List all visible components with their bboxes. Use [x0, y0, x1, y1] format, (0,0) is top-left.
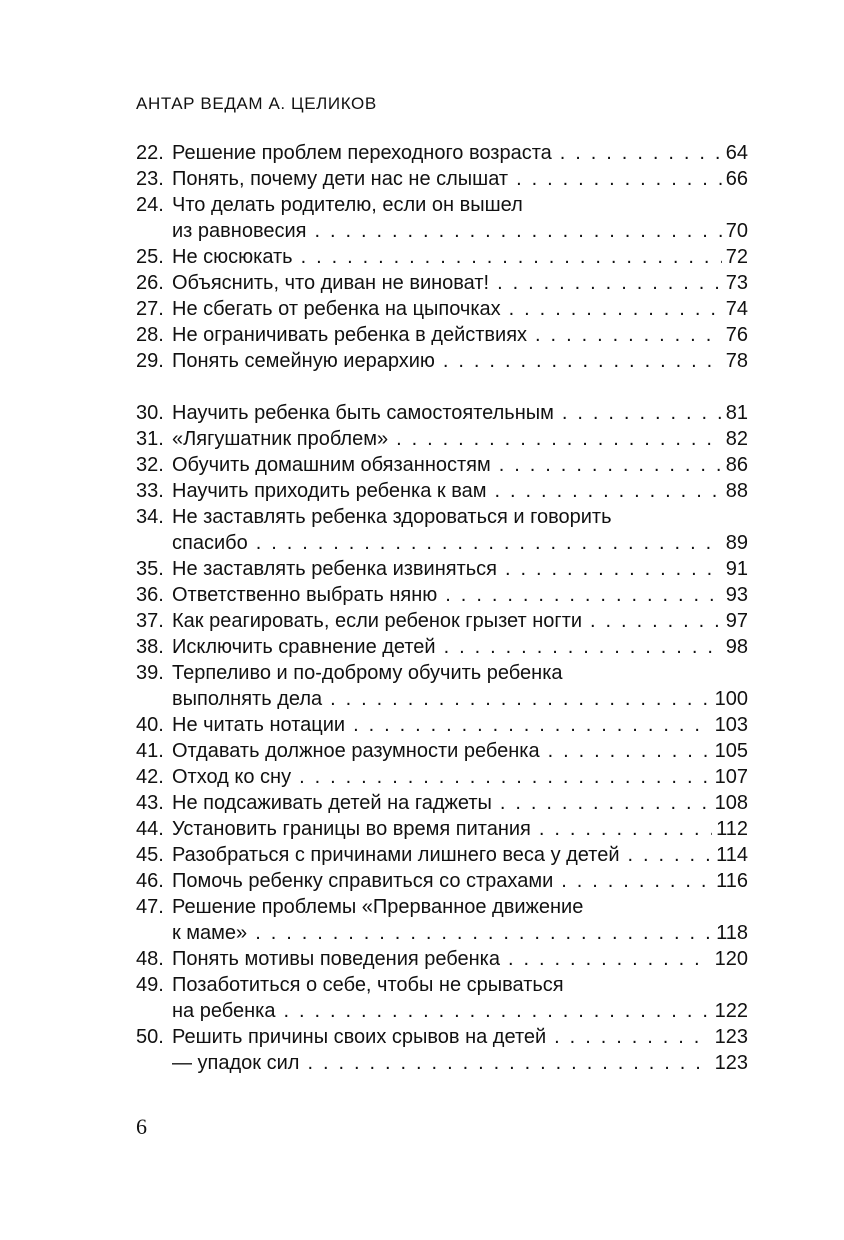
toc-leader-dots — [443, 348, 722, 374]
toc-leader-dots — [539, 816, 712, 842]
toc-page-number: 97 — [725, 610, 748, 632]
toc-page-number: 73 — [725, 272, 748, 294]
toc-line — [136, 504, 748, 530]
toc-line — [136, 764, 748, 790]
toc-leader-dots — [516, 166, 722, 192]
toc-leader-dots — [535, 322, 722, 348]
toc-entry-title: выполнять дела — [172, 688, 323, 710]
toc-entry-number: 46. — [136, 870, 164, 892]
toc-leader-dots — [628, 842, 713, 868]
toc-entry-number: 42. — [136, 766, 164, 788]
toc-entry[interactable] — [136, 972, 748, 1024]
toc-entry[interactable] — [136, 1024, 748, 1050]
toc-line — [136, 712, 748, 738]
toc-page-number: 112 — [716, 818, 748, 840]
toc-leader-dots — [283, 998, 710, 1024]
toc-page-number: 100 — [714, 688, 748, 710]
toc-entry-number: 24. — [136, 194, 164, 216]
toc-entry-title: из равновесия — [172, 220, 307, 242]
toc-line — [136, 842, 748, 868]
toc-page-number: 114 — [716, 844, 748, 866]
toc-entry-title: «Лягушатник проблем» — [172, 428, 389, 450]
toc-page-number: 107 — [714, 766, 748, 788]
toc-entry-title: Не заставлять ребенка извиняться — [172, 558, 497, 580]
toc-page-number: 120 — [714, 948, 748, 970]
toc-line — [136, 738, 748, 764]
toc-entry[interactable] — [136, 660, 748, 712]
toc-entry-title: на ребенка — [172, 1000, 276, 1022]
toc-line — [136, 1050, 748, 1076]
toc-page-number: 81 — [725, 402, 748, 424]
toc-page-number: 76 — [725, 324, 748, 346]
toc-page-number: 64 — [725, 142, 748, 164]
toc-entry-number: 34. — [136, 506, 164, 528]
toc-entry-title: Понять, почему дети нас не слышат — [172, 168, 509, 190]
toc-line — [136, 400, 748, 426]
toc-entry-title: спасибо — [172, 532, 248, 554]
toc-entry[interactable] — [136, 426, 748, 452]
toc-entry-number: 44. — [136, 818, 164, 840]
toc-page-number: 108 — [714, 792, 748, 814]
toc-leader-dots — [299, 764, 711, 790]
toc-entry[interactable] — [136, 322, 748, 348]
toc-line — [136, 946, 748, 972]
toc-line — [136, 894, 748, 920]
toc-line — [136, 322, 748, 348]
toc-entry[interactable] — [136, 608, 748, 634]
toc-page-number: 66 — [725, 168, 748, 190]
toc-entry[interactable] — [136, 140, 748, 166]
toc-page-number: 118 — [716, 922, 748, 944]
toc-entry-number: 39. — [136, 662, 164, 684]
toc-entry-title: Не сюсюкать — [172, 246, 293, 268]
toc-line — [136, 166, 748, 192]
toc-entry-title: Позаботиться о себе, чтобы не срываться — [172, 974, 564, 996]
toc-entry[interactable] — [136, 842, 748, 868]
toc-leader-dots — [562, 400, 722, 426]
toc-leader-dots — [256, 530, 722, 556]
toc-line — [136, 452, 748, 478]
toc-entry-number: 33. — [136, 480, 164, 502]
toc-page-number: 105 — [714, 740, 748, 762]
toc-entry[interactable] — [136, 894, 748, 946]
toc-leader-dots — [560, 140, 722, 166]
toc-page-number: 123 — [714, 1026, 748, 1048]
toc-leader-dots — [495, 478, 722, 504]
toc-page-number: 82 — [725, 428, 748, 450]
toc-line — [136, 218, 748, 244]
toc-line — [136, 348, 748, 374]
toc-page-number: 70 — [725, 220, 748, 242]
toc-entry-title: Ответственно выбрать няню — [172, 584, 438, 606]
toc-entry-number: 31. — [136, 428, 164, 450]
running-header: АНТАР ВЕДАМ А. ЦЕЛИКОВ — [136, 94, 377, 113]
toc-entry-title: Отдавать должное разумности ребенка — [172, 740, 540, 762]
toc-entry[interactable] — [136, 946, 748, 972]
toc-leader-dots — [505, 556, 722, 582]
toc-line — [136, 868, 748, 894]
toc-entry[interactable] — [136, 478, 748, 504]
toc-page-number: 123 — [714, 1052, 748, 1074]
toc-line — [136, 192, 748, 218]
toc-page-number: 86 — [725, 454, 748, 476]
table-of-contents — [136, 140, 748, 1076]
toc-page-number: 122 — [714, 1000, 748, 1022]
toc-entry-number: 38. — [136, 636, 164, 658]
toc-entry-number: 37. — [136, 610, 164, 632]
toc-line — [136, 270, 748, 296]
toc-leader-dots — [444, 634, 722, 660]
toc-entry-title: Понять мотивы поведения ребенка — [172, 948, 500, 970]
toc-entry[interactable] — [136, 790, 748, 816]
toc-entry[interactable] — [136, 556, 748, 582]
toc-entry-title: Что делать родителю, если он вышел — [172, 194, 523, 216]
toc-entry-title: Понять семейную иерархию — [172, 350, 435, 372]
toc-entry-title: Не подсаживать детей на гаджеты — [172, 792, 492, 814]
toc-leader-dots — [561, 868, 712, 894]
toc-line — [136, 920, 748, 946]
toc-leader-dots — [508, 946, 711, 972]
toc-leader-dots — [499, 452, 722, 478]
toc-entry-number: 35. — [136, 558, 164, 580]
toc-entry-number: 28. — [136, 324, 164, 346]
toc-entry[interactable] — [136, 582, 748, 608]
toc-page-number: 91 — [725, 558, 748, 580]
toc-entry-title: Не ограничивать ребенка в действиях — [172, 324, 528, 346]
toc-leader-dots — [255, 920, 712, 946]
toc-entry-title: Научить ребенка быть самостоятельным — [172, 402, 554, 424]
toc-line — [136, 608, 748, 634]
toc-leader-dots — [445, 582, 721, 608]
toc-leader-dots — [330, 686, 711, 712]
toc-leader-dots — [509, 296, 722, 322]
toc-entry[interactable] — [136, 868, 748, 894]
toc-line — [136, 972, 748, 998]
toc-entry[interactable] — [136, 816, 748, 842]
toc-entry-number: 48. — [136, 948, 164, 970]
toc-entry-number: 47. — [136, 896, 164, 918]
toc-line — [136, 244, 748, 270]
toc-entry-title: Объяснить, что диван не виноват! — [172, 272, 490, 294]
toc-entry-number: 32. — [136, 454, 164, 476]
toc-entry-title: Обучить домашним обязанностям — [172, 454, 491, 476]
toc-entry[interactable] — [136, 166, 748, 192]
toc-entry[interactable] — [136, 504, 748, 556]
toc-leader-dots — [548, 738, 711, 764]
toc-entry[interactable] — [136, 244, 748, 270]
toc-entry[interactable] — [136, 634, 748, 660]
toc-entry-title: Разобраться с причинами лишнего веса у детей — [172, 844, 620, 866]
toc-entry[interactable] — [136, 400, 748, 426]
toc-entry-number: 29. — [136, 350, 164, 372]
toc-entry-number: 26. — [136, 272, 164, 294]
toc-entry-number: 43. — [136, 792, 164, 814]
toc-page-number: 93 — [725, 584, 748, 606]
toc-entry-title: Не заставлять ребенка здороваться и говорить — [172, 506, 612, 528]
toc-entry-number: 30. — [136, 402, 164, 424]
toc-page-number: 116 — [716, 870, 748, 892]
toc-entry-title: Исключить сравнение детей — [172, 636, 436, 658]
section-gap — [136, 374, 748, 400]
toc-line — [136, 478, 748, 504]
toc-page-number: 74 — [725, 298, 748, 320]
toc-entry-title: Как реагировать, если ребенок грызет ногти — [172, 610, 583, 632]
toc-entry-number: 27. — [136, 298, 164, 320]
toc-line — [136, 582, 748, 608]
toc-entry-title: Терпеливо и по-доброму обучить ребенка — [172, 662, 563, 684]
toc-page-number: 89 — [725, 532, 748, 554]
toc-page-number: 98 — [725, 636, 748, 658]
toc-leader-dots — [590, 608, 722, 634]
toc-page-number: 72 — [725, 246, 748, 268]
toc-line — [136, 660, 748, 686]
toc-entry-number: 23. — [136, 168, 164, 190]
toc-entry-number: 49. — [136, 974, 164, 996]
toc-leader-dots — [497, 270, 722, 296]
toc-entry-number: 36. — [136, 584, 164, 606]
toc-line — [136, 1024, 748, 1050]
toc-entry-number: 45. — [136, 844, 164, 866]
toc-entry-title: Помочь ребенку справиться со страхами — [172, 870, 554, 892]
toc-entry-number: 22. — [136, 142, 164, 164]
toc-entry-number: 41. — [136, 740, 164, 762]
toc-line — [136, 634, 748, 660]
toc-entry[interactable] — [136, 1050, 748, 1076]
toc-page-number: 78 — [725, 350, 748, 372]
toc-entry-number: 50. — [136, 1026, 164, 1048]
toc-leader-dots — [554, 1024, 710, 1050]
toc-entry[interactable] — [136, 296, 748, 322]
toc-line — [136, 556, 748, 582]
toc-line — [136, 816, 748, 842]
toc-entry[interactable] — [136, 192, 748, 244]
toc-entry-title: Решение проблемы «Прерванное движение — [172, 896, 584, 918]
toc-entry[interactable] — [136, 764, 748, 790]
toc-leader-dots — [307, 1050, 710, 1076]
toc-leader-dots — [396, 426, 722, 452]
toc-entry[interactable] — [136, 270, 748, 296]
toc-leader-dots — [314, 218, 721, 244]
toc-entry-title: Решить причины своих срывов на детей — [172, 1026, 547, 1048]
toc-entry-title: Не читать нотации — [172, 714, 346, 736]
toc-leader-dots — [500, 790, 711, 816]
toc-entry[interactable] — [136, 738, 748, 764]
toc-entry-title: Не сбегать от ребенка на цыпочках — [172, 298, 501, 320]
toc-line — [136, 790, 748, 816]
toc-line — [136, 530, 748, 556]
toc-line — [136, 426, 748, 452]
toc-entry-title: Решение проблем переходного возраста — [172, 142, 552, 164]
toc-entry-number: 25. — [136, 246, 164, 268]
toc-entry[interactable] — [136, 348, 748, 374]
toc-line — [136, 998, 748, 1024]
toc-entry-title: — упадок сил — [172, 1052, 300, 1074]
toc-line — [136, 296, 748, 322]
toc-leader-dots — [301, 244, 722, 270]
toc-entry[interactable] — [136, 452, 748, 478]
toc-line — [136, 140, 748, 166]
toc-entry-title: Установить границы во время питания — [172, 818, 531, 840]
toc-entry-title: Отход ко сну — [172, 766, 292, 788]
toc-entry[interactable] — [136, 712, 748, 738]
toc-entry-title: к маме» — [172, 922, 248, 944]
toc-line — [136, 686, 748, 712]
toc-entry-title: Научить приходить ребенка к вам — [172, 480, 487, 502]
toc-page-number: 103 — [714, 714, 748, 736]
page-number: 6 — [136, 1114, 147, 1139]
toc-entry-number: 40. — [136, 714, 164, 736]
toc-leader-dots — [353, 712, 711, 738]
toc-page-number: 88 — [725, 480, 748, 502]
